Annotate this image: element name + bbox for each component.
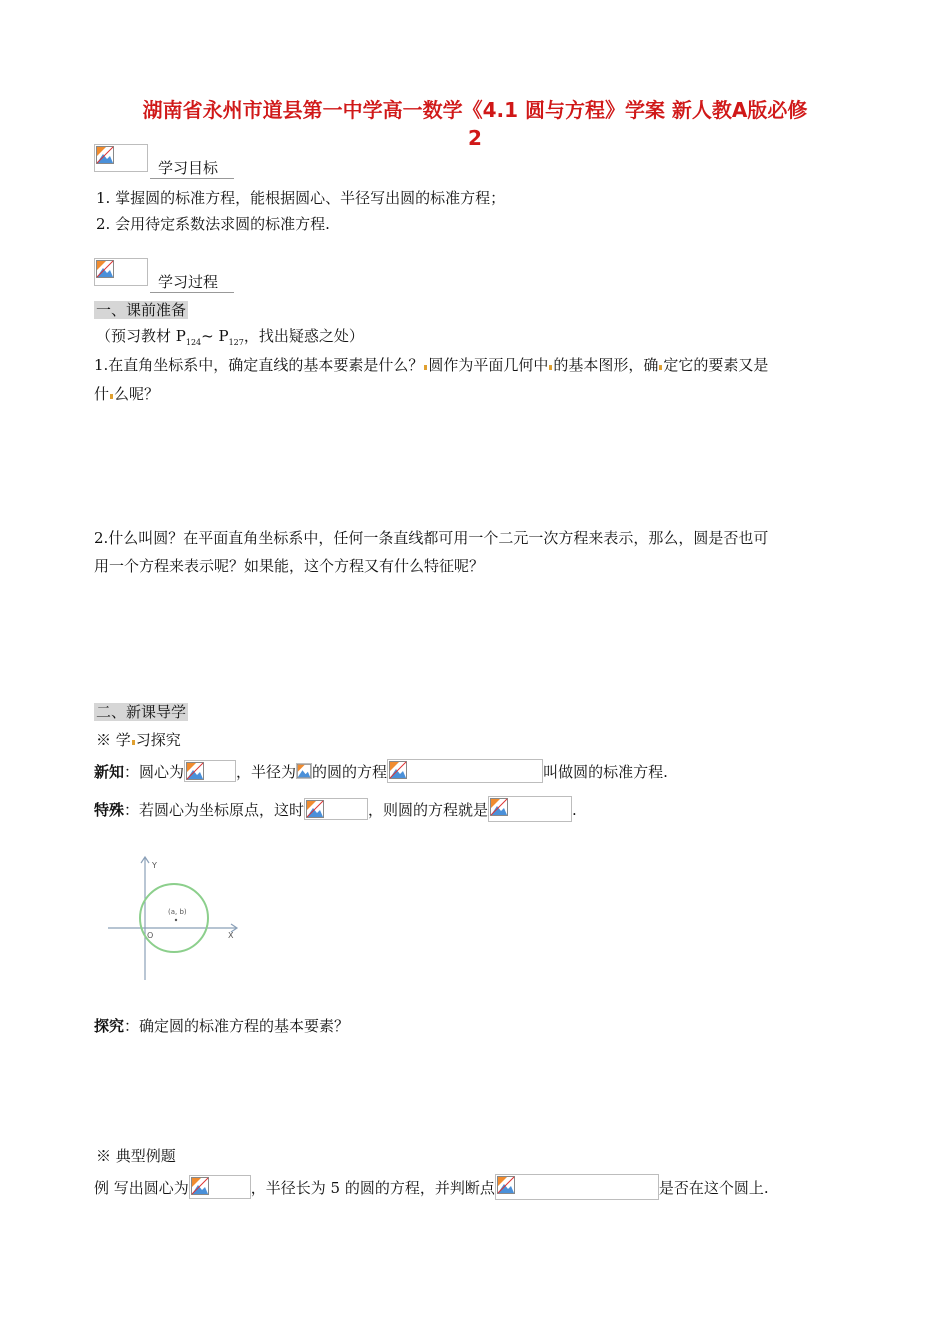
- broken-image-icon: [389, 761, 407, 779]
- question-2-line-2: 用一个方程来表示呢？如果能，这个方程又有什么特征呢？: [94, 557, 485, 575]
- broken-image-icon: [306, 800, 324, 818]
- objective-item-2: 2. 会用待定系数法求圆的标准方程.: [96, 215, 330, 233]
- marker-dot: [132, 740, 135, 745]
- question-2-line-1: 2.什么叫圆？在平面直角坐标系中，任何一条直线都可用一个二元一次方程来表示，那么，圆是否也可: [94, 529, 769, 547]
- process-heading-icon-box: [94, 258, 148, 286]
- center-label: (a, b): [168, 908, 187, 916]
- x-axis-label: X: [228, 931, 234, 940]
- broken-image-icon: [94, 144, 148, 172]
- example-line: 例 写出圆心为 ，半径长为 5 的圆的方程，并判断点 是否在这个圆上.: [94, 1178, 769, 1200]
- circle-coordinate-figure: [100, 852, 250, 984]
- origin-label: O: [147, 931, 154, 940]
- marker-dot: [659, 365, 662, 370]
- formula-image-placeholder: [189, 1175, 251, 1199]
- question-1-line-1: 1.在直角坐标系中，确定直线的基本要素是什么？ 圆作为平面几何中 的基本图形，确 定它的要素又是: [94, 356, 769, 374]
- objectives-heading: 学习目标: [158, 159, 219, 177]
- heading-underline: [150, 290, 234, 293]
- broken-image-icon: [490, 798, 508, 816]
- objective-item-1: 1. 掌握圆的标准方程，能根据圆心、半径写出圆的标准方程；: [96, 189, 506, 207]
- special-case-line: 特殊：若圆心为坐标原点，这时 ，则圆的方程就是 .: [94, 800, 577, 822]
- part1-heading: 一、课前准备: [96, 301, 187, 319]
- circle-shape: [140, 884, 208, 952]
- broken-image-icon: [191, 1177, 209, 1195]
- inquiry-line: 探究：确定圆的标准方程的基本要素？: [94, 1017, 350, 1035]
- preview-note: （预习教材 $P_{124}\sim$ $P_{127}$，找出疑惑之处）: [96, 327, 364, 347]
- circle-center-point: [175, 919, 177, 921]
- formula-image-placeholder: [184, 760, 236, 782]
- broken-image-icon: [297, 764, 311, 778]
- process-heading: 学习过程: [158, 273, 219, 291]
- explore-heading: ※ 学 习探究: [96, 731, 181, 749]
- marker-dot: [424, 365, 427, 370]
- formula-image-placeholder: [488, 796, 572, 822]
- heading-underline: [150, 176, 234, 179]
- formula-image-placeholder: [304, 798, 368, 820]
- examples-heading: ※ 典型例题: [96, 1147, 176, 1165]
- title-line-1: 湖南省永州市道县第一中学高一数学《4.1 圆与方程》学案 新人教A版必修: [142, 98, 808, 122]
- formula-image-placeholder: [387, 759, 543, 783]
- formula-image-placeholder: [495, 1174, 659, 1200]
- broken-image-icon: [497, 1176, 515, 1194]
- marker-dot: [110, 394, 113, 399]
- title-line-2: 2: [468, 126, 482, 150]
- new-knowledge-line: 新知：圆心为 ，半径为 的圆的方程 叫做圆的标准方程.: [94, 762, 668, 783]
- question-1-line-2: 什 么呢？: [94, 385, 160, 403]
- y-axis-label: Y: [152, 861, 157, 870]
- broken-image-icon: [94, 258, 148, 286]
- broken-image-icon: [186, 762, 204, 780]
- marker-dot: [549, 365, 552, 370]
- objectives-heading-icon-box: [94, 144, 148, 172]
- formula-image-placeholder: [296, 763, 312, 779]
- part2-heading: 二、新课导学: [96, 703, 187, 721]
- page-title: [60, 96, 890, 152]
